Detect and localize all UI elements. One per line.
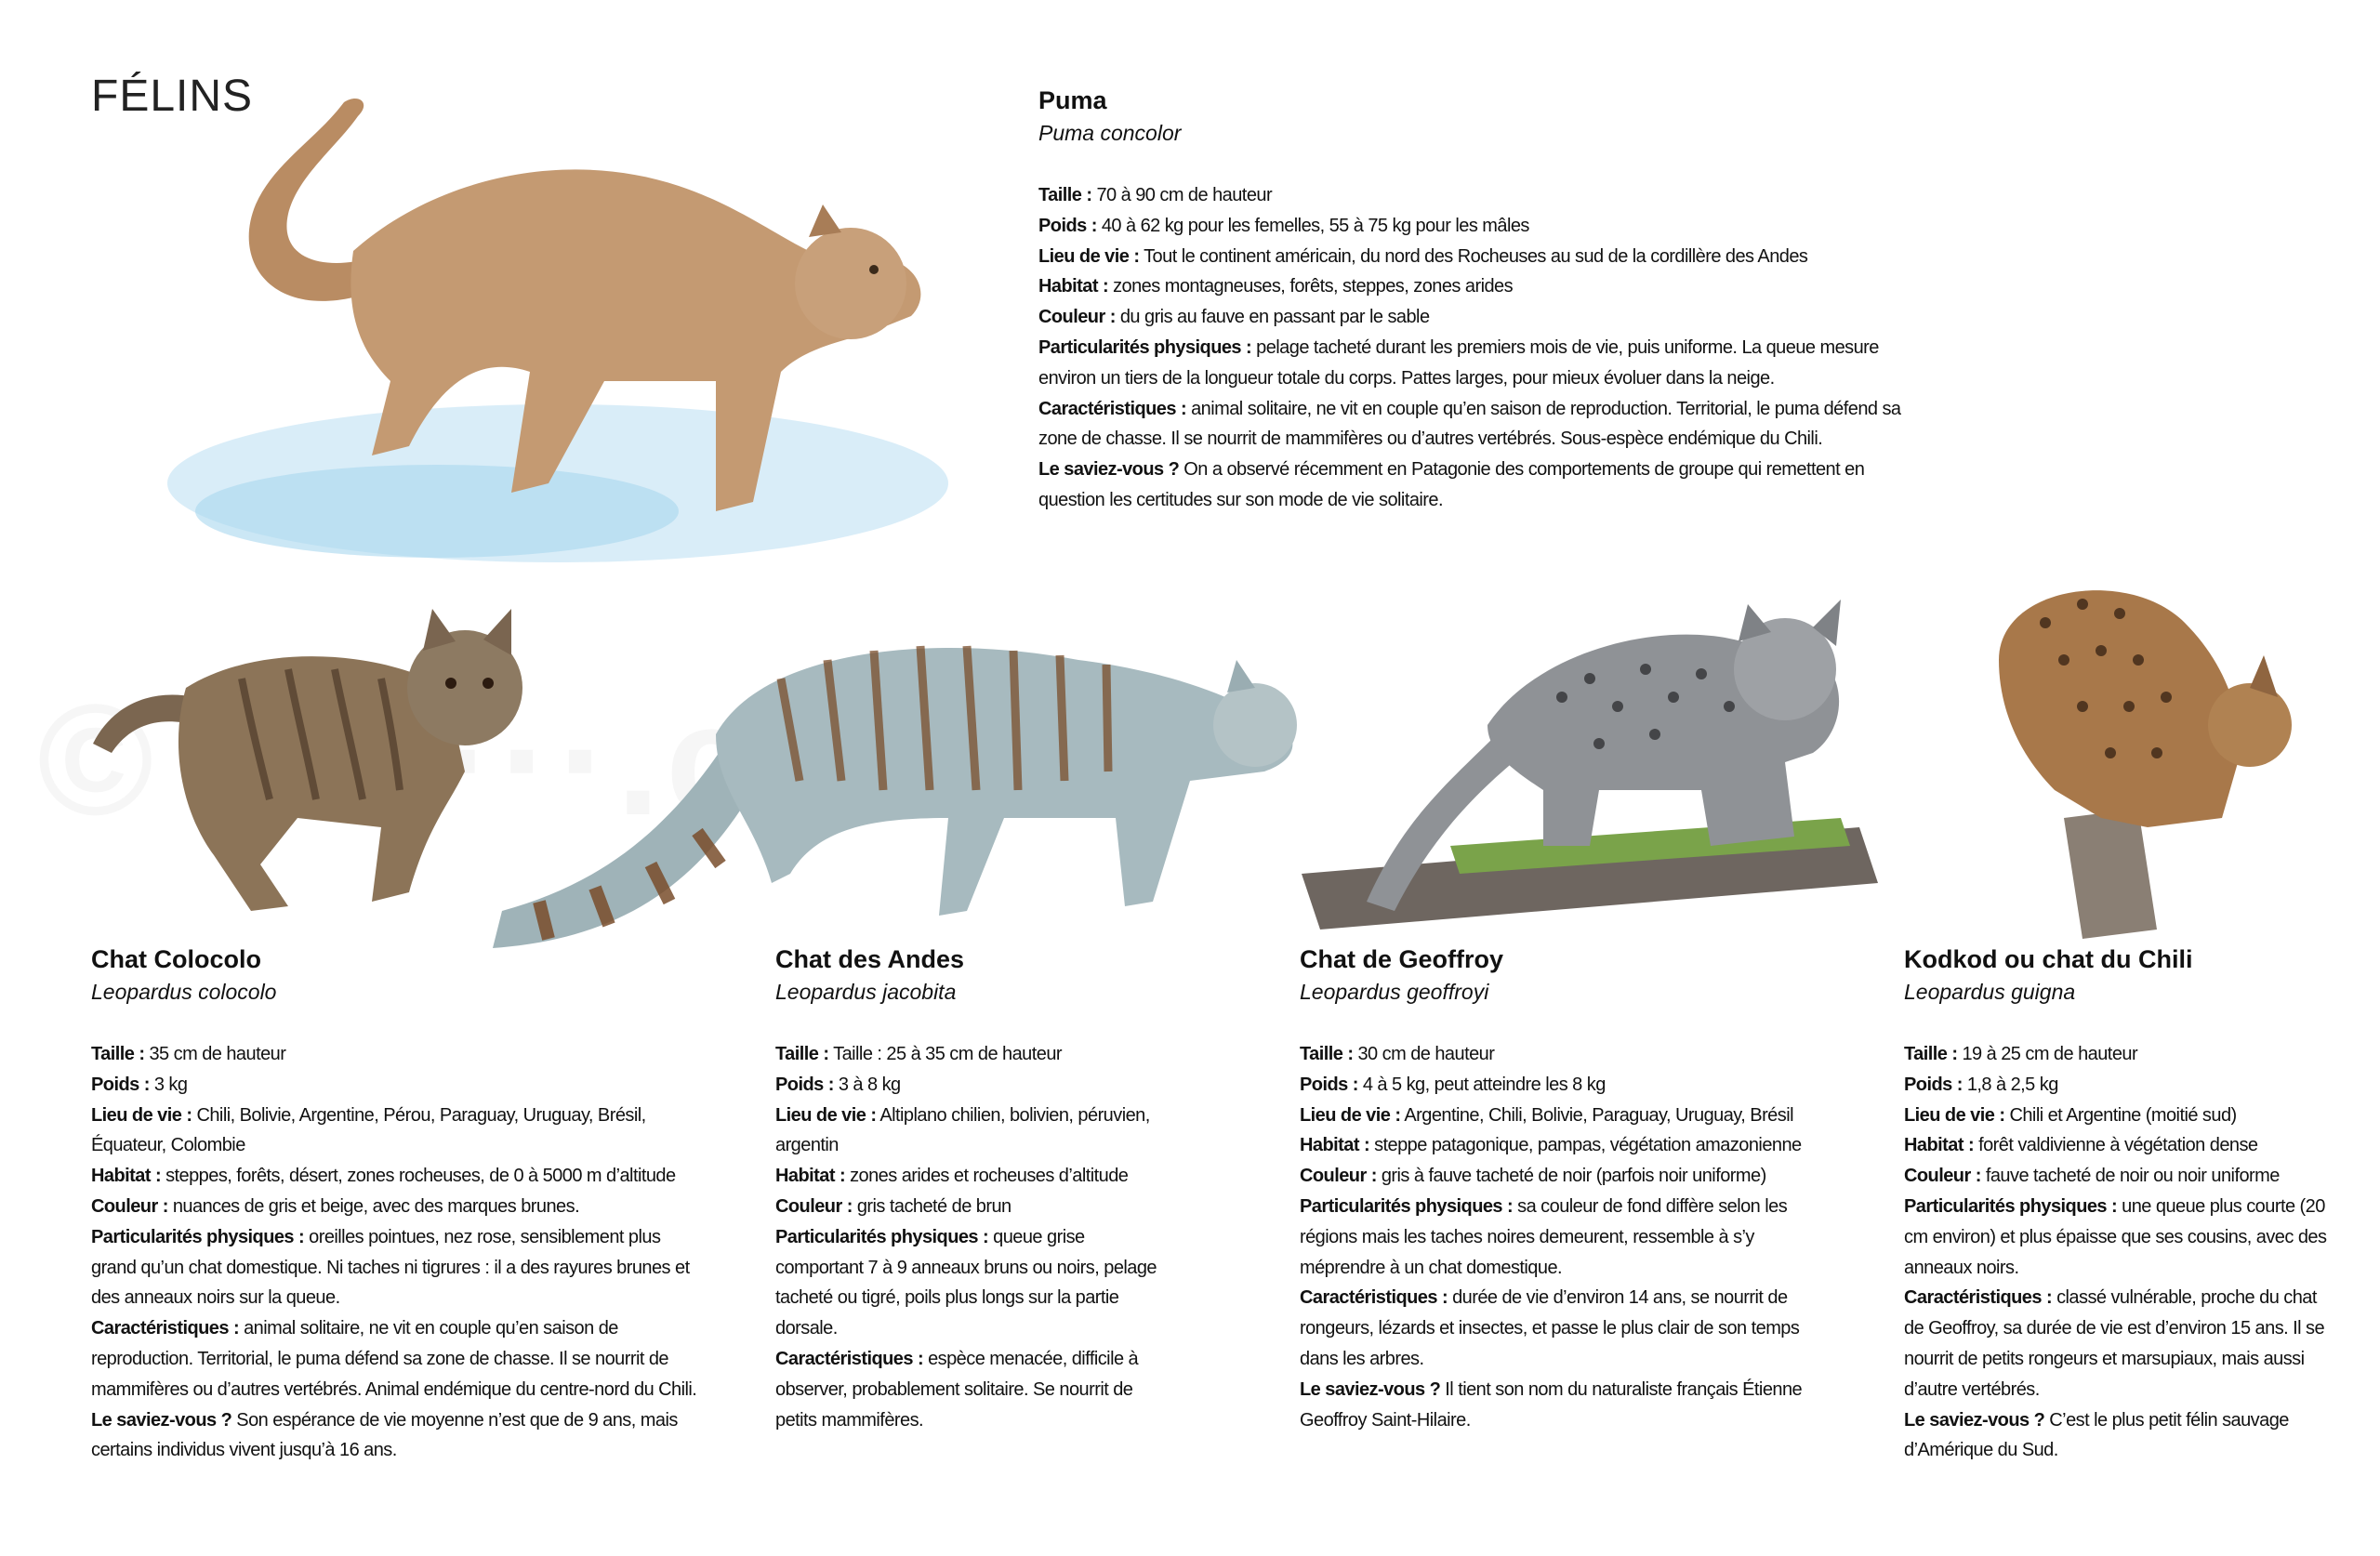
- fact-label: Habitat :: [1038, 276, 1109, 297]
- fact-text: pelage tacheté durant les premiers mois de vie, puis uniforme. La queue mesure environ un tiers de la longueur totale du corps. Pattes larges, pour mieux évoluer dans la neige.: [1038, 336, 1879, 389]
- fact-row: [1038, 211, 1931, 242]
- fact-row: [1300, 1070, 1820, 1101]
- fact-row: [1300, 1283, 1820, 1374]
- fact-row: [775, 1070, 1157, 1101]
- fact-text: C’est le plus petit félin sauvage d’Amérique du Sud.: [1904, 1409, 2289, 1461]
- species-latin-name: Leopardus colocolo: [91, 980, 277, 1004]
- fact-text: Tout le continent américain, du nord des Rocheuses au sud de la cordillère des Andes: [1144, 245, 1808, 267]
- fact-label: Poids :: [91, 1074, 150, 1095]
- fact-row: [1300, 1101, 1820, 1131]
- fact-row: [1904, 1101, 2341, 1131]
- fact-list: [1038, 180, 1931, 516]
- fact-text: 40 à 62 kg pour les femelles, 55 à 75 kg pour les mâles: [1101, 215, 1529, 236]
- fact-text: espèce menacée, difficile à observer, probablement solitaire. Se nourrit de petits mammifères.: [775, 1348, 1139, 1431]
- fact-text: Chili, Bolivie, Argentine, Pérou, Paraguay, Uruguay, Brésil, Équateur, Colombie: [91, 1104, 646, 1156]
- fact-text: 19 à 25 cm de hauteur: [1962, 1044, 2138, 1064]
- fact-text: 70 à 90 cm de hauteur: [1096, 185, 1273, 205]
- species-entry-geoffroy: [1300, 943, 1820, 1435]
- fact-label: Lieu de vie :: [91, 1104, 192, 1126]
- fact-label: Particularités physiques :: [775, 1226, 989, 1247]
- fact-label: Caractéristiques :: [91, 1318, 240, 1339]
- fact-text: gris à fauve tacheté de noir (parfois noir uniforme): [1381, 1166, 1766, 1187]
- fact-row: [91, 1101, 705, 1162]
- fact-text: steppe patagonique, pampas, végétation amazonienne: [1374, 1135, 1802, 1156]
- fact-row: [91, 1222, 705, 1313]
- fact-row: [775, 1192, 1157, 1222]
- fact-text: queue grise comportant 7 à 9 anneaux bruns ou noirs, pelage tacheté ou tigré, poils plus longs sur la partie dorsale.: [775, 1226, 1157, 1339]
- fact-list: [91, 1039, 705, 1466]
- fact-text: forêt valdivienne à végétation dense: [1978, 1135, 2258, 1156]
- fact-row: [1300, 1375, 1820, 1436]
- fact-text: 3 kg: [153, 1074, 188, 1095]
- species-latin-name: Leopardus geoffroyi: [1300, 980, 1489, 1004]
- fact-row: [91, 1192, 705, 1222]
- fact-label: Le saviez-vous ?: [1038, 459, 1180, 481]
- fact-label: Habitat :: [1300, 1135, 1370, 1156]
- fact-label: Poids :: [1300, 1074, 1358, 1095]
- fact-label: Lieu de vie :: [1904, 1104, 2005, 1126]
- fact-label: Particularités physiques :: [1038, 336, 1252, 358]
- fact-row: [1038, 242, 1931, 272]
- fact-label: Taille :: [91, 1044, 145, 1064]
- kodkod-body: [1999, 590, 2241, 827]
- fact-row: [1300, 1161, 1820, 1192]
- fact-row: [1904, 1192, 2341, 1283]
- fact-row: [1300, 1192, 1820, 1283]
- species-name: Kodkod ou chat du Chili: [1904, 945, 2193, 973]
- fact-label: Couleur :: [1300, 1166, 1377, 1187]
- fact-label: Poids :: [1038, 215, 1097, 236]
- fact-label: Lieu de vie :: [1300, 1104, 1401, 1126]
- fact-row: [91, 1405, 705, 1467]
- fact-text: du gris au fauve en passant par le sable: [1119, 307, 1430, 328]
- fact-row: [1038, 394, 1931, 455]
- fact-text: Il tient son nom du naturaliste français Étienne Geoffroy Saint-Hilaire.: [1300, 1378, 1803, 1431]
- puma-ear: [809, 204, 841, 237]
- species-name: Chat de Geoffroy: [1300, 945, 1504, 973]
- species-name: Puma: [1038, 86, 1107, 114]
- species-latin-name: Puma concolor: [1038, 121, 1182, 145]
- species-latin-name: Leopardus jacobita: [775, 980, 957, 1004]
- kodkod-illustration: [1943, 548, 2334, 939]
- fact-label: Particularités physiques :: [1904, 1195, 2118, 1217]
- page-title: FÉLINS: [91, 72, 254, 121]
- fact-label: Taille :: [1300, 1044, 1354, 1064]
- fact-text: Taille : 25 à 35 cm de hauteur: [833, 1044, 1063, 1064]
- fact-label: Caractéristiques :: [1904, 1287, 2053, 1309]
- fact-text: une queue plus courte (20 cm environ) et plus épaisse que ses cousins, avec des anneaux noirs.: [1904, 1195, 2327, 1278]
- fact-row: [91, 1161, 705, 1192]
- fact-text: On a observé récemment en Patagonie des comportements de groupe qui remettent en question les certitudes sur son mode de vie solitaire.: [1038, 459, 1865, 510]
- fact-label: Couleur :: [1038, 307, 1116, 328]
- fact-row: [1038, 333, 1931, 394]
- fact-text: zones montagneuses, forêts, steppes, zones arides: [1113, 276, 1514, 297]
- geoffroy-cat-illustration: [1264, 595, 1897, 939]
- fact-list: [1300, 1039, 1820, 1435]
- puma-head: [795, 228, 906, 339]
- fact-label: Habitat :: [775, 1166, 846, 1187]
- species-entry-andes: [775, 943, 1157, 1435]
- fact-label: Couleur :: [91, 1195, 168, 1217]
- fact-row: [775, 1344, 1157, 1435]
- colocolo-eye: [445, 678, 456, 689]
- andean-cat-ear: [1227, 660, 1255, 692]
- fact-text: nuances de gris et beige, avec des marques brunes.: [172, 1195, 580, 1217]
- fact-row: [1904, 1039, 2341, 1070]
- fact-label: Couleur :: [1904, 1166, 1981, 1187]
- fact-row: [91, 1070, 705, 1101]
- fact-text: 1,8 à 2,5 kg: [1966, 1074, 2058, 1095]
- fact-row: [1904, 1283, 2341, 1404]
- fact-row: [775, 1039, 1157, 1070]
- fact-text: zones arides et rocheuses d’altitude: [850, 1166, 1129, 1187]
- fact-label: Poids :: [775, 1074, 834, 1095]
- fact-row: [91, 1039, 705, 1070]
- fact-label: Poids :: [1904, 1074, 1963, 1095]
- fact-list: [1904, 1039, 2341, 1466]
- fact-label: Habitat :: [1904, 1135, 1975, 1156]
- fact-label: Taille :: [775, 1044, 829, 1064]
- fact-row: [1904, 1130, 2341, 1161]
- puma-eye: [869, 265, 879, 274]
- fact-row: [775, 1101, 1157, 1162]
- fact-label: Lieu de vie :: [775, 1104, 877, 1126]
- andean-cat-body: [716, 648, 1292, 916]
- fact-text: Argentine, Chili, Bolivie, Paraguay, Uruguay, Brésil: [1404, 1104, 1793, 1126]
- fact-text: durée de vie d’environ 14 ans, se nourrit de rongeurs, lézards et insectes, et passe le plus clair de son temps dans les arbres.: [1300, 1287, 1800, 1369]
- species-name: Chat Colocolo: [91, 945, 261, 973]
- fact-text: animal solitaire, ne vit en couple qu’en saison de reproduction. Territorial, le puma défend sa zone de chasse. Il se nourrit de mammifères ou d’autres vertébrés. Sous-espèce endémique du Chili.: [1038, 398, 1901, 450]
- fact-row: [775, 1161, 1157, 1192]
- fact-text: animal solitaire, ne vit en couple qu’en saison de reproduction. Territorial, le puma défend sa zone de chasse. Il se nourrit de mammifères ou d’autres vertébrés. Animal endémique du centre-nord du Chili.: [91, 1318, 697, 1400]
- species-entry-kodkod: [1904, 943, 2341, 1466]
- andean-cat-illustration: [483, 604, 1339, 957]
- fact-row: [1904, 1161, 2341, 1192]
- fact-row: [1038, 271, 1931, 302]
- kodkod-trunk: [2064, 809, 2157, 939]
- fact-list: [775, 1039, 1157, 1435]
- fact-label: Le saviez-vous ?: [1300, 1378, 1441, 1400]
- species-latin-name: Leopardus guigna: [1904, 980, 2076, 1004]
- fact-text: sa couleur de fond diffère selon les régions mais les taches noires demeurent, ressemble à s’y méprendre à un chat domestique.: [1300, 1195, 1788, 1278]
- snow-patch: [195, 465, 679, 558]
- fact-row: [1038, 455, 1931, 516]
- fact-label: Lieu de vie :: [1038, 245, 1140, 267]
- fact-text: gris tacheté de brun: [856, 1195, 1012, 1217]
- fact-label: Couleur :: [775, 1195, 853, 1217]
- fact-label: Le saviez-vous ?: [91, 1409, 232, 1431]
- fact-text: 35 cm de hauteur: [149, 1044, 286, 1064]
- fact-row: [1038, 180, 1931, 211]
- fact-text: fauve tacheté de noir ou noir uniforme: [1985, 1166, 2280, 1187]
- fact-row: [91, 1313, 705, 1404]
- fact-label: Le saviez-vous ?: [1904, 1409, 2045, 1431]
- fact-label: Caractéristiques :: [1300, 1287, 1448, 1309]
- species-entry-colocolo: [91, 943, 705, 1466]
- fact-text: 3 à 8 kg: [838, 1074, 901, 1095]
- fact-row: [1300, 1130, 1820, 1161]
- fact-text: 4 à 5 kg, peut atteindre les 8 kg: [1362, 1074, 1606, 1095]
- fact-text: 30 cm de hauteur: [1357, 1044, 1495, 1064]
- fact-text: Chili et Argentine (moitié sud): [2009, 1104, 2237, 1126]
- fact-label: Caractéristiques :: [1038, 398, 1187, 419]
- fact-label: Habitat :: [91, 1166, 162, 1187]
- fact-row: [1300, 1039, 1820, 1070]
- puma-tail: [249, 99, 364, 301]
- fact-label: Taille :: [1904, 1044, 1958, 1064]
- fact-text: steppes, forêts, désert, zones rocheuses, de 0 à 5000 m d’altitude: [165, 1166, 676, 1187]
- fact-text: oreilles pointues, nez rose, sensiblement plus grand qu’un chat domestique. Ni taches ni tigrures : il a des rayures brunes et des anneaux noirs sur la queue.: [91, 1226, 690, 1309]
- puma-illustration: [158, 74, 958, 567]
- fact-label: Taille :: [1038, 185, 1092, 205]
- species-name: Chat des Andes: [775, 945, 965, 973]
- kodkod-head: [2208, 683, 2292, 767]
- fact-row: [1904, 1070, 2341, 1101]
- fact-label: Caractéristiques :: [775, 1348, 924, 1369]
- fact-row: [1904, 1405, 2341, 1467]
- fact-text: Altiplano chilien, bolivien, péruvien, argentin: [775, 1104, 1150, 1156]
- species-entry-puma: [1038, 84, 1931, 516]
- fact-row: [1038, 302, 1931, 333]
- fact-row: [775, 1222, 1157, 1344]
- fact-label: Particularités physiques :: [1300, 1195, 1514, 1217]
- fact-text: Son espérance de vie moyenne n’est que de 9 ans, mais certains individus vivent jusqu’à 16 ans.: [91, 1409, 678, 1461]
- fact-text: classé vulnérable, proche du chat de Geoffroy, sa durée de vie est d’environ 15 ans. Il se nourrit de petits rongeurs et marsupiaux, mais aussi d’autre vertébrés.: [1904, 1287, 2325, 1400]
- fact-label: Particularités physiques :: [91, 1226, 305, 1247]
